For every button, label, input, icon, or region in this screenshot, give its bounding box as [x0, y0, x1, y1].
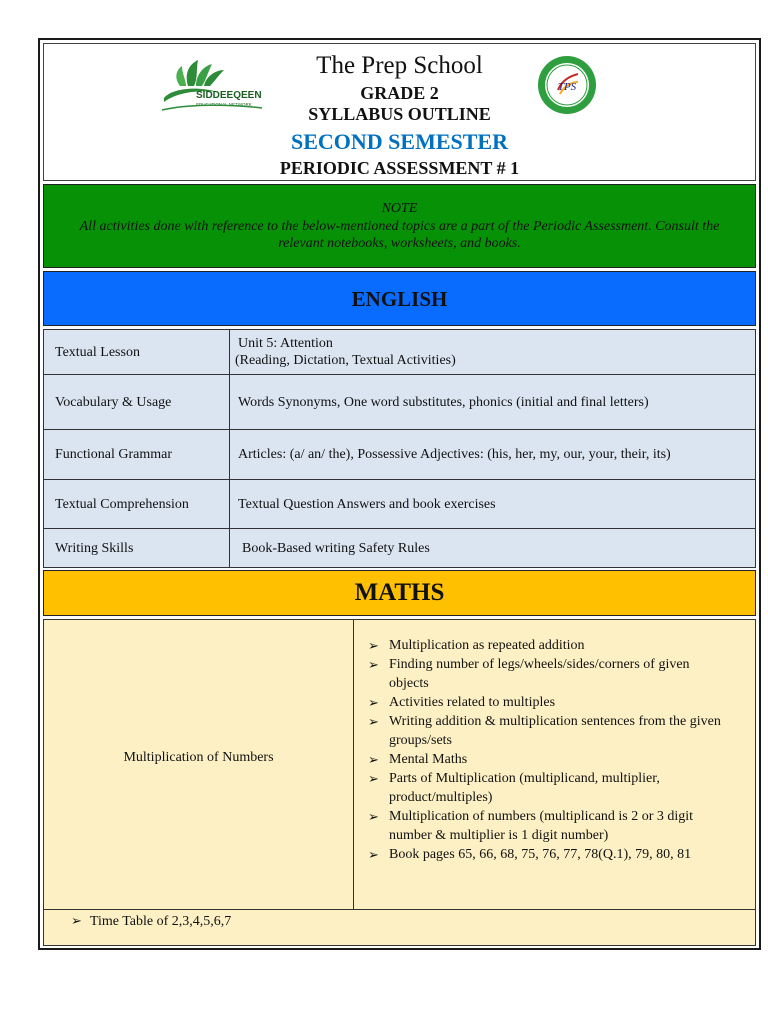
row-label: Writing Skills	[44, 529, 230, 568]
svg-text:SIDDEEQEEN: SIDDEEQEEN	[196, 90, 262, 101]
prep-school-seal-icon	[536, 54, 598, 116]
row-label: Textual Lesson	[44, 330, 230, 375]
row-content: Book-Based writing Safety Rules	[230, 529, 756, 568]
list-item: ➢ Multiplication as repeated addition	[368, 638, 585, 653]
note-title: NOTE	[381, 201, 418, 216]
maths-topic-list	[368, 636, 728, 864]
list-item: ➢ Book pages 65, 66, 68, 75, 76, 77, 78(Q.1), 79, 80, 81	[368, 847, 692, 862]
english-banner	[43, 271, 756, 326]
row-content-line: (Reading, Dictation, Textual Activities)	[235, 353, 456, 368]
time-table-row	[43, 910, 756, 946]
list-item: ➢ Parts of Multiplication (multiplicand, multiplier, product/multiples)	[368, 771, 660, 805]
row-content: Textual Question Answers and book exercises	[230, 480, 756, 529]
note-text: All activities done with reference to the below-mentioned topics are a part of the Periodic Assessment. Consult the relevant notebooks, worksheets, and books.	[79, 219, 720, 251]
arrow-bullet-icon: ➢	[71, 913, 82, 928]
row-content	[230, 330, 756, 375]
list-item: ➢ Finding number of legs/wheels/sides/corners of given objects	[368, 657, 690, 691]
syllabus-outline-heading: SYLLABUS OUTLINE	[308, 104, 491, 124]
note-banner	[43, 184, 756, 268]
list-item: ➢ Multiplication of numbers (multiplicand is 2 or 3 digit number & multiplier is 1 digit number)	[368, 809, 694, 843]
arrow-bullet-icon: ➢	[368, 847, 379, 862]
table-row	[44, 430, 756, 480]
row-content: Articles: (a/ an/ the), Possessive Adjectives: (his, her, my, our, your, their, its)	[230, 430, 756, 480]
arrow-bullet-icon: ➢	[368, 809, 379, 824]
row-label: Functional Grammar	[44, 430, 230, 480]
svg-text:TPS: TPS	[557, 81, 577, 93]
arrow-bullet-icon: ➢	[368, 695, 379, 710]
maths-syllabus-table	[43, 619, 756, 910]
row-content: Words Synonyms, One word substitutes, phonics (initial and final letters)	[230, 375, 756, 430]
list-item: ➢ Activities related to multiples	[368, 695, 556, 710]
row-content-line: Unit 5: Attention	[238, 336, 333, 351]
maths-topic: Multiplication of Numbers	[123, 750, 274, 765]
english-title: ENGLISH	[351, 287, 448, 311]
list-item: ➢ Mental Maths	[368, 752, 468, 767]
english-syllabus-table	[43, 329, 756, 568]
arrow-bullet-icon: ➢	[368, 771, 379, 786]
table-row	[44, 330, 756, 375]
arrow-bullet-icon: ➢	[368, 752, 379, 767]
assessment-heading: PERIODIC ASSESSMENT # 1	[279, 158, 520, 178]
maths-title: MATHS	[354, 579, 445, 606]
school-name: The Prep School	[316, 52, 483, 79]
arrow-bullet-icon: ➢	[368, 638, 379, 653]
list-item: ➢ Writing addition & multiplication sentences from the given groups/sets	[368, 714, 721, 748]
arrow-bullet-icon: ➢	[368, 714, 379, 729]
table-row	[44, 375, 756, 430]
grade-heading: GRADE 2	[360, 83, 439, 103]
row-label: Vocabulary & Usage	[44, 375, 230, 430]
row-label: Textual Comprehension	[44, 480, 230, 529]
semester-heading: SECOND SEMESTER	[290, 129, 508, 154]
column-divider	[353, 620, 354, 909]
header-section	[43, 43, 756, 181]
table-row	[44, 529, 756, 568]
table-row	[44, 480, 756, 529]
syllabus-page	[38, 38, 761, 950]
arrow-bullet-icon: ➢	[368, 657, 379, 672]
list-item: ➢ Time Table of 2,3,4,5,6,7	[71, 913, 232, 929]
svg-text:EDUCATIONAL NETWORK: EDUCATIONAL NETWORK	[196, 102, 252, 107]
maths-banner	[43, 570, 756, 616]
